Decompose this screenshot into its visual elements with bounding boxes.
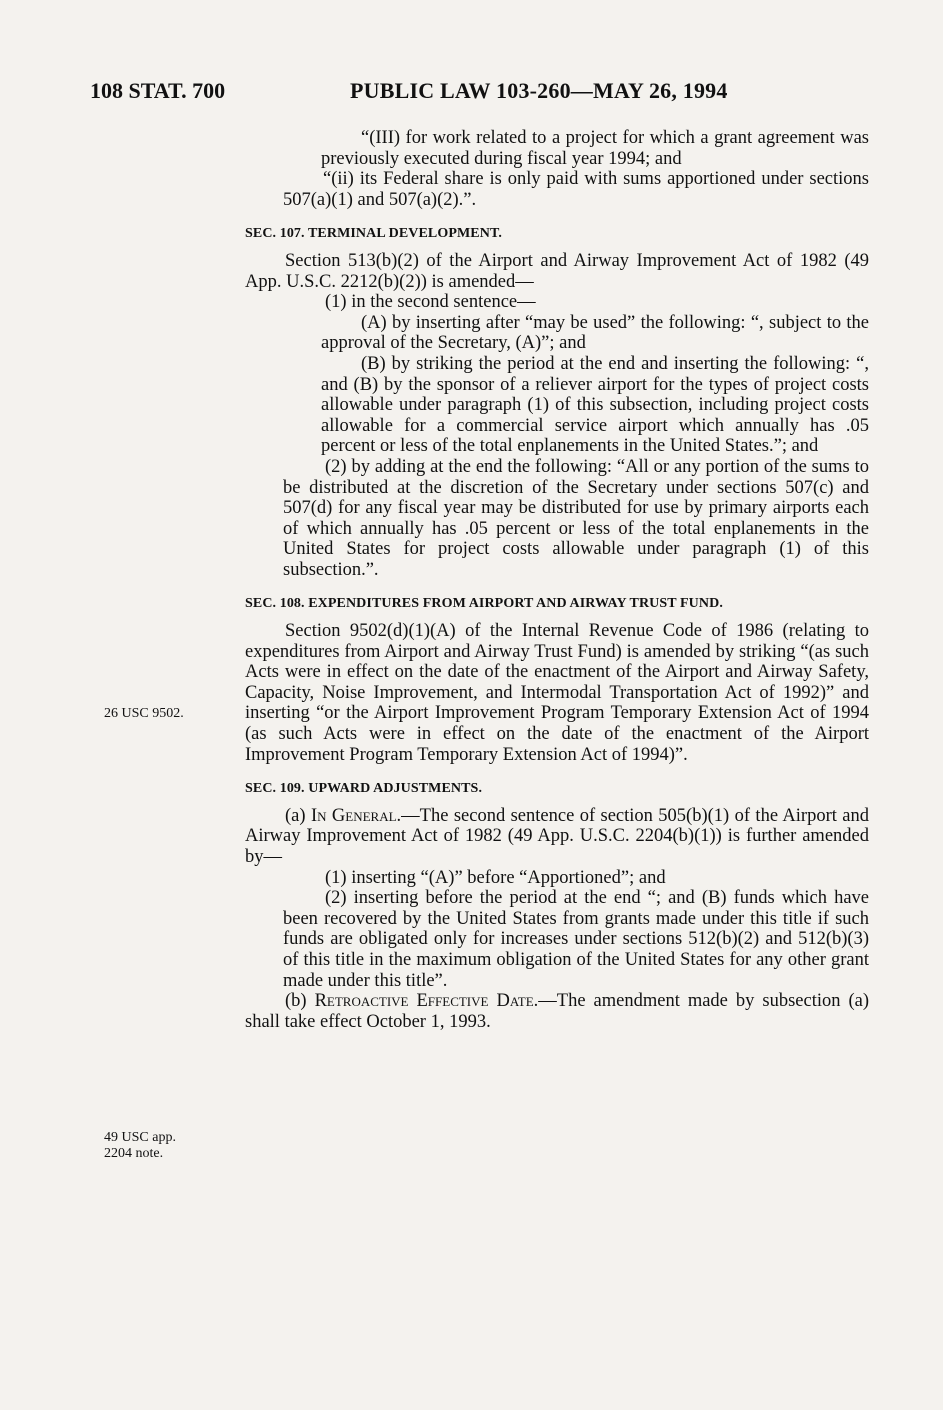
page-header xyxy=(90,78,870,112)
section-108-text: Section 9502(d)(1)(A) of the Internal Revenue Code of 1986 (relating to expenditures from Airport and Airway Trust Fund) is amended by striking “(as such Acts were in effect on the date of the enactment of the Airport and Airway Safety, Capacity, Noise Improvement, and Intermodal Transportation Act of 1992)” and inserting “or the Airport Improvement Program Temporary Extension Act of 1994 (as such Acts were in effect on the date of the enactment of the Airport Improvement Program Temporary Extension Act of 1994)”. xyxy=(245,621,869,765)
subsection-b-caption: Retroactive Effective Date. xyxy=(314,991,539,1012)
margin-note-sec108: 26 USC 9502. xyxy=(104,706,184,721)
statute-body xyxy=(245,128,869,1032)
section-107-text: Section 513(b)(2) of the Airport and Airway Improvement Act of 1982 (49 App. U.S.C. 2212(b)(2)) is amended— xyxy=(245,250,869,292)
section-107-subpara-a: (A) by inserting after “may be used” the following: “, subject to the approval of the Secretary, (A)”; and xyxy=(321,312,869,354)
section-109-para-2: (2) inserting before the period at the end “; and (B) funds which have been recovered by the United States from grants made under this title if such funds are obligated only for increases under sections 512(b)(2) and 512(b)(3) of this title in the maximum obligation of the United States for any other grant made under this title”. xyxy=(283,888,869,991)
section-107-subpara-b: (B) by striking the period at the end and inserting the following: “, and (B) by the sponsor of a reliever airport for the types of project costs allowable under paragraph (1) of this subsection, including project costs allowable for a commercial service airport which annually has .05 percent or less of the total enplanements in the United States.”; and xyxy=(321,353,869,457)
public-law-title: PUBLIC LAW 103-260—MAY 26, 1994 xyxy=(350,78,728,103)
margin-note-sec109: 49 USC app. 2204 note. xyxy=(104,1130,176,1161)
section-107-heading: SEC. 107. TERMINAL DEVELOPMENT. xyxy=(245,226,502,242)
section-109-heading: SEC. 109. UPWARD ADJUSTMENTS. xyxy=(245,781,483,797)
section-107-para-2: (2) by adding at the end the following: “All or any portion of the sums to be distributed at the discretion of the Secretary under sections 507(c) and 507(d) for any fiscal year may be distributed for use by primary airports each of which annually has .05 percent or less of the total enplanements in the United States for project costs allowable under paragraph (1) of this subsection.”. xyxy=(283,456,869,580)
section-109-subsection-a: (a) In General.—The second sentence of section 505(b)(1) of the Airport and Airway Improvement Act of 1982 (49 App. U.S.C. 2204(b)(1)) is further amended by— xyxy=(245,805,869,867)
statute-page-number: 108 STAT. 700 xyxy=(90,78,226,103)
section-107-para-1: (1) in the second sentence— xyxy=(325,292,536,313)
clause-ii: “(ii) its Federal share is only paid with sums apportioned under sections 507(a)(1) and 507(a)(2).”. xyxy=(283,169,869,210)
clause-iii: “(III) for work related to a project for which a grant agreement was previously executed during fiscal year 1994; and xyxy=(321,128,869,169)
subsection-a-caption: In General. xyxy=(310,805,402,826)
section-109-subsection-b: (b) Retroactive Effective Date.—The amendment made by subsection (a) shall take effect October 1, 1993. xyxy=(245,991,869,1032)
section-109-para-1: (1) inserting “(A)” before “Apportioned”; and xyxy=(325,867,666,888)
section-108-heading: SEC. 108. EXPENDITURES FROM AIRPORT AND AIRWAY TRUST FUND. xyxy=(245,596,723,612)
